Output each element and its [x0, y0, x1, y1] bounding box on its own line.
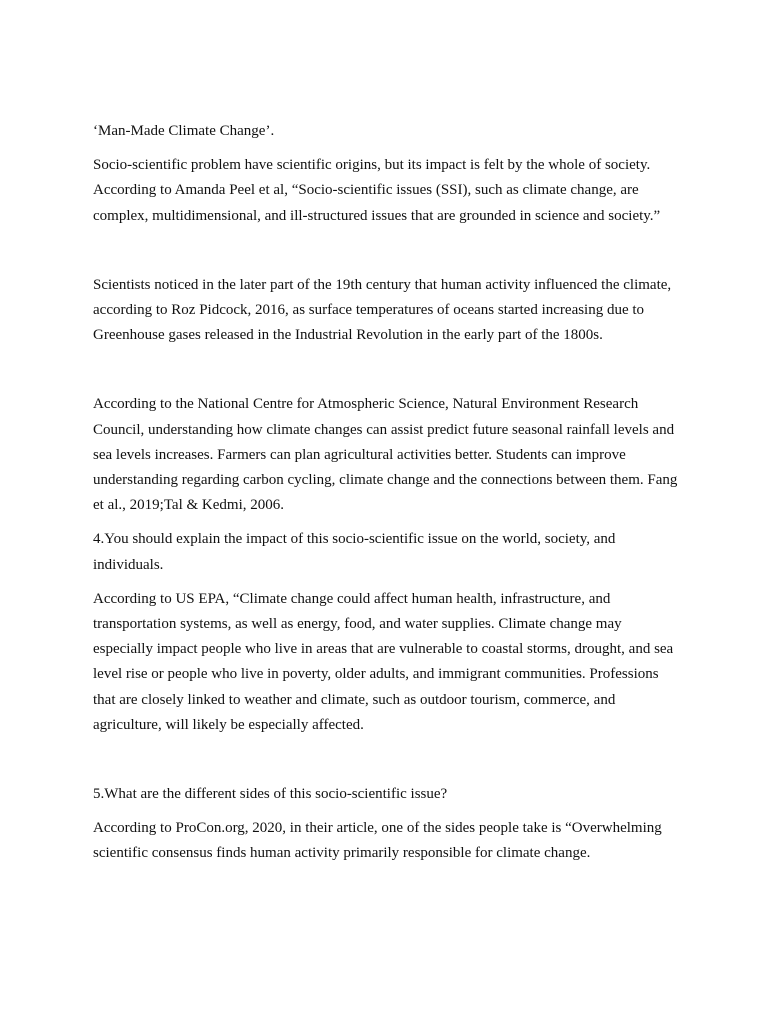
title-line: ‘Man-Made Climate Change’. [93, 123, 275, 139]
spacer [93, 578, 683, 587]
paragraph-epa: According to US EPA, “Climate change could affect human health, infrastructure, and transportation systems, as well as energy, food, and water supplies. Climate change may especially impact people who live in areas that are vulnerable to coastal storms, drought, and sea level rise or people who live in poverty, older adults, and immigrant communities. Professions that are closely linked to weather and climate, such as outdoor tourism, commerce, and agriculture, will likely be especially affected. [93, 590, 674, 733]
paragraph-procon: According to ProCon.org, 2020, in their article, one of the sides people take is “Overwhelming scientific consensus finds human activity primarily responsible for climate change. [93, 820, 662, 862]
spacer [93, 738, 683, 782]
spacer [93, 144, 683, 153]
document-body [93, 119, 683, 867]
question-5: 5.What are the different sides of this socio-scientific issue? [93, 786, 448, 803]
spacer [93, 518, 683, 527]
spacer [93, 807, 683, 816]
question-4: 4.You should explain the impact of this socio-scientific issue on the world, society, and individuals. [93, 531, 616, 573]
spacer [93, 229, 683, 273]
paragraph-history: Scientists noticed in the later part of the 19th century that human activity influenced the climate, according to Roz Pidcock, 2016, as surface temperatures of oceans started increasing due to Greenhouse gases released in the Industrial Revolution in the early part of the 1800s. [93, 276, 672, 344]
spacer [93, 348, 683, 392]
paragraph-ncas: According to the National Centre for Atmospheric Science, Natural Environment Research Council, understanding how climate changes can assist predict future seasonal rainfall levels and sea levels increases. Farmers can plan agricultural activities better. Students can improve understanding regarding carbon cycling, climate change and the connections between them. Fang et al., 2019;Tal & Kedmi, 2006. [93, 396, 678, 514]
paragraph-ssi-intro: Socio-scientific problem have scientific origins, but its impact is felt by the whole of society. According to Amanda Peel et al, “Socio-scientific issues (SSI), such as climate change, are complex, multidimensional, and ill-structured issues that are grounded in science and society.” [93, 157, 661, 224]
